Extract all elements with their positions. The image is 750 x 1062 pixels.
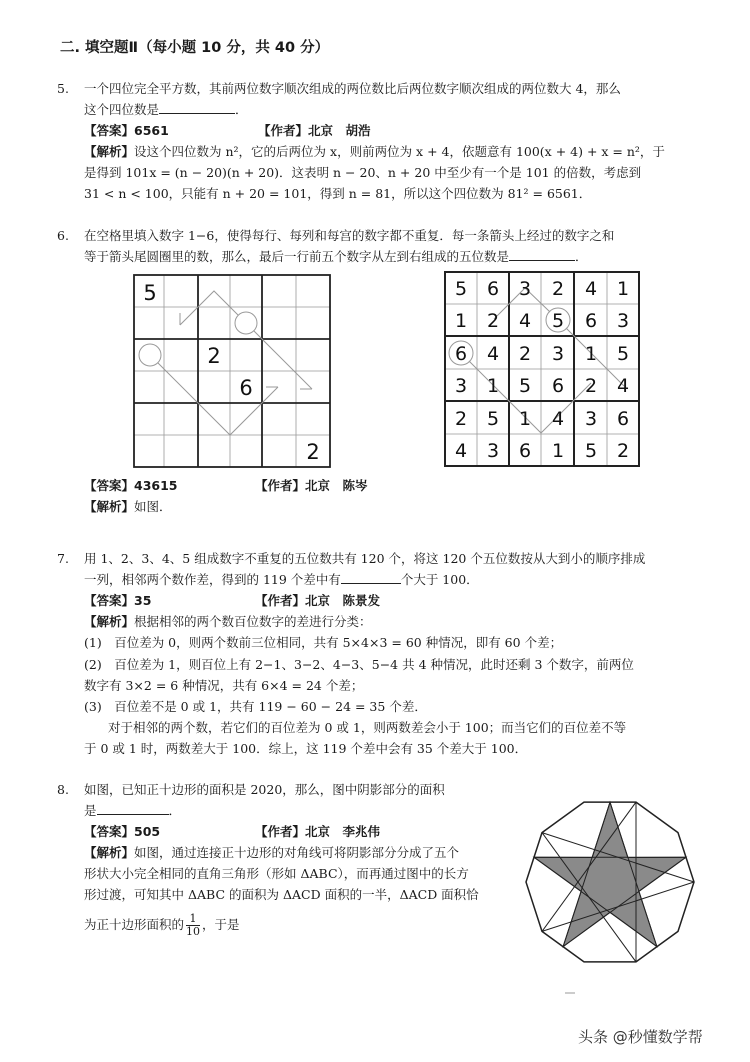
q7-answer-blank — [341, 571, 401, 584]
solution-cell: 6 — [518, 440, 532, 462]
q5-line2: 这个四位数是 ． — [84, 102, 248, 117]
solution-cell: 5 — [616, 343, 630, 365]
solution-cell: 2 — [454, 408, 468, 430]
solution-cell: 4 — [518, 310, 532, 332]
solution-cell: 3 — [486, 440, 500, 462]
q7-conclusion-2: 于 0 或 1 时，两数差大于 100．综上，这 119 个差中会有 35 个差大于 100． — [84, 741, 528, 756]
q8-line1: 如图，已知正十边形的面积是 2020，那么，图中阴影部分的面积 — [84, 782, 445, 797]
solution-cell: 6 — [551, 375, 565, 397]
solution-cell: 2 — [584, 375, 598, 397]
puzzle-given-r4c4: 6 — [239, 376, 253, 400]
q7-line2: 一列，相邻两个数作差，得到的 119 个差中有 个大于 100． — [84, 572, 479, 587]
q8-analysis-4: 为正十边形面积的 $\frac{1}{10}$ ，于是 — [84, 912, 240, 938]
solution-cell: 2 — [486, 310, 500, 332]
q7-conclusion-1: 对于相邻的两个数，若它们的百位差为 0 或 1，则两数差会小于 100；而当它们的百位差不等 — [108, 720, 627, 735]
solution-cell: 4 — [454, 440, 468, 462]
q5-answer-blank — [159, 101, 235, 114]
q5-analysis-2: 是得到 101x = (n − 20)(n + 20)．这表明 n − 20、n + 20 中至少有一个是 101 的倍数，考虑到 — [84, 165, 642, 180]
q6-answer: 【答案】43615 — [84, 478, 178, 493]
solution-cell: 6 — [616, 408, 630, 430]
solution-cell: 3 — [551, 343, 565, 365]
q7-answer: 【答案】35 — [84, 593, 152, 608]
q7-item-2b: 数字有 3×2 = 6 种情况，共有 6×4 = 24 个差； — [84, 678, 364, 693]
solution-cell: 1 — [454, 310, 468, 332]
solution-cell: 1 — [518, 408, 532, 430]
q6-number: 6. — [57, 228, 69, 243]
watermark: 头条 @秒懂数学帮 — [578, 1028, 703, 1046]
puzzle-given-r3c3: 2 — [207, 344, 221, 368]
q7-author: 【作者】北京 陈景发 — [255, 593, 381, 608]
section-title: 二. 填空题Ⅱ（每小题 10 分，共 40 分） — [60, 40, 330, 56]
q6-line2: 等于箭头尾圆圈里的数，那么，最后一行前五个数字从左到右组成的五位数是 ． — [84, 249, 588, 264]
q7-item-1: (1) 百位差为 0，则两个数前三位相同，共有 5×4×3 = 60 种情况，即有 60 个差； — [84, 635, 563, 650]
q8-analysis-3: 形过渡，可知其中 ΔABC 的面积为 ΔACD 面积的一半，ΔACD 面积恰 — [84, 887, 479, 902]
q8-line2: 是 ． — [84, 803, 182, 818]
solution-cell: 6 — [486, 278, 500, 300]
solution-cell: 5 — [551, 310, 565, 332]
q5-author: 【作者】北京 胡浩 — [258, 123, 371, 138]
solution-cell: 6 — [584, 310, 598, 332]
q7-item-2a: (2) 百位差为 1，则百位上有 2−1、3−2、4−3、5−4 共 4 种情况，此时还剩 3 个数字，前两位 — [84, 657, 634, 672]
q8-answer-blank — [97, 802, 169, 815]
q7-analysis-1: 【解析】根据相邻的两个数百位数字的差进行分类： — [84, 614, 372, 629]
solution-cell: 3 — [584, 408, 598, 430]
q5-answer: 【答案】6561 — [84, 123, 169, 138]
puzzle-given-r1c1: 5 — [143, 281, 157, 305]
solution-cell: 2 — [518, 343, 532, 365]
q8-author: 【作者】北京 李兆伟 — [255, 824, 381, 839]
q8-number: 8. — [57, 782, 69, 797]
puzzle-given-r6c6: 2 — [306, 440, 320, 464]
solution-cell: 1 — [486, 375, 500, 397]
solution-cell: 5 — [584, 440, 598, 462]
q7-number: 7. — [57, 551, 69, 566]
solution-cell: 6 — [454, 343, 468, 365]
q5-analysis-1: 【解析】设这个四位数为 n²，它的后两位为 x，则前两位为 x + 4，依题意有 100(x + 4) + x = n²，于 — [84, 144, 665, 159]
solution-cell: 3 — [454, 375, 468, 397]
solution-cell: 4 — [486, 343, 500, 365]
solution-cell: 5 — [486, 408, 500, 430]
q8-analysis-2: 形状大小完全相同的直角三角形（形如 ΔABC），而再通过图中的长方 — [84, 866, 469, 881]
solution-cell: 4 — [584, 278, 598, 300]
solution-cell: 2 — [551, 278, 565, 300]
fraction: $\frac{1}{10}$ — [186, 912, 201, 938]
solution-cell: 5 — [454, 278, 468, 300]
decagon-star-figure — [520, 792, 700, 972]
q5-number: 5. — [57, 81, 69, 96]
solution-cell: 1 — [551, 440, 565, 462]
solution-cell: 3 — [616, 310, 630, 332]
q8-answer: 【答案】505 — [84, 824, 161, 839]
q5-line1: 一个四位完全平方数，其前两位数字顺次组成的两位数比后两位数字顺次组成的两位数大 4，那么 — [84, 81, 621, 96]
q7-item-3: (3) 百位差不是 0 或 1，共有 119 − 60 − 24 = 35 个差． — [84, 699, 427, 714]
solution-cell: 5 — [518, 375, 532, 397]
q8-analysis-1: 【解析】如图，通过连接正十边形的对角线可将阴影部分分成了五个 — [84, 845, 460, 860]
solution-cell: 2 — [616, 440, 630, 462]
page-mark — [565, 992, 575, 994]
sudoku-puzzle-figure — [132, 273, 332, 469]
solution-cell: 1 — [616, 278, 630, 300]
sudoku-solution-figure — [442, 269, 642, 469]
q5-analysis-3: 31 < n < 100，只能有 n + 20 = 101，得到 n = 81，所以这个四位数为 81² = 6561． — [84, 186, 592, 201]
q6-answer-blank — [509, 248, 575, 261]
solution-cell: 3 — [518, 278, 532, 300]
solution-cell: 1 — [584, 343, 598, 365]
solution-cell: 4 — [616, 375, 630, 397]
q6-line1: 在空格里填入数字 1−6，使得每行、每列和每宫的数字都不重复．每一条箭头上经过的数字之和 — [84, 228, 615, 243]
q6-author: 【作者】北京 陈岑 — [255, 478, 368, 493]
solution-cell: 4 — [551, 408, 565, 430]
q6-analysis: 【解析】如图． — [84, 499, 172, 514]
q7-line1: 用 1、2、3、4、5 组成数字不重复的五位数共有 120 个，将这 120 个五位数按从大到小的顺序排成 — [84, 551, 646, 566]
